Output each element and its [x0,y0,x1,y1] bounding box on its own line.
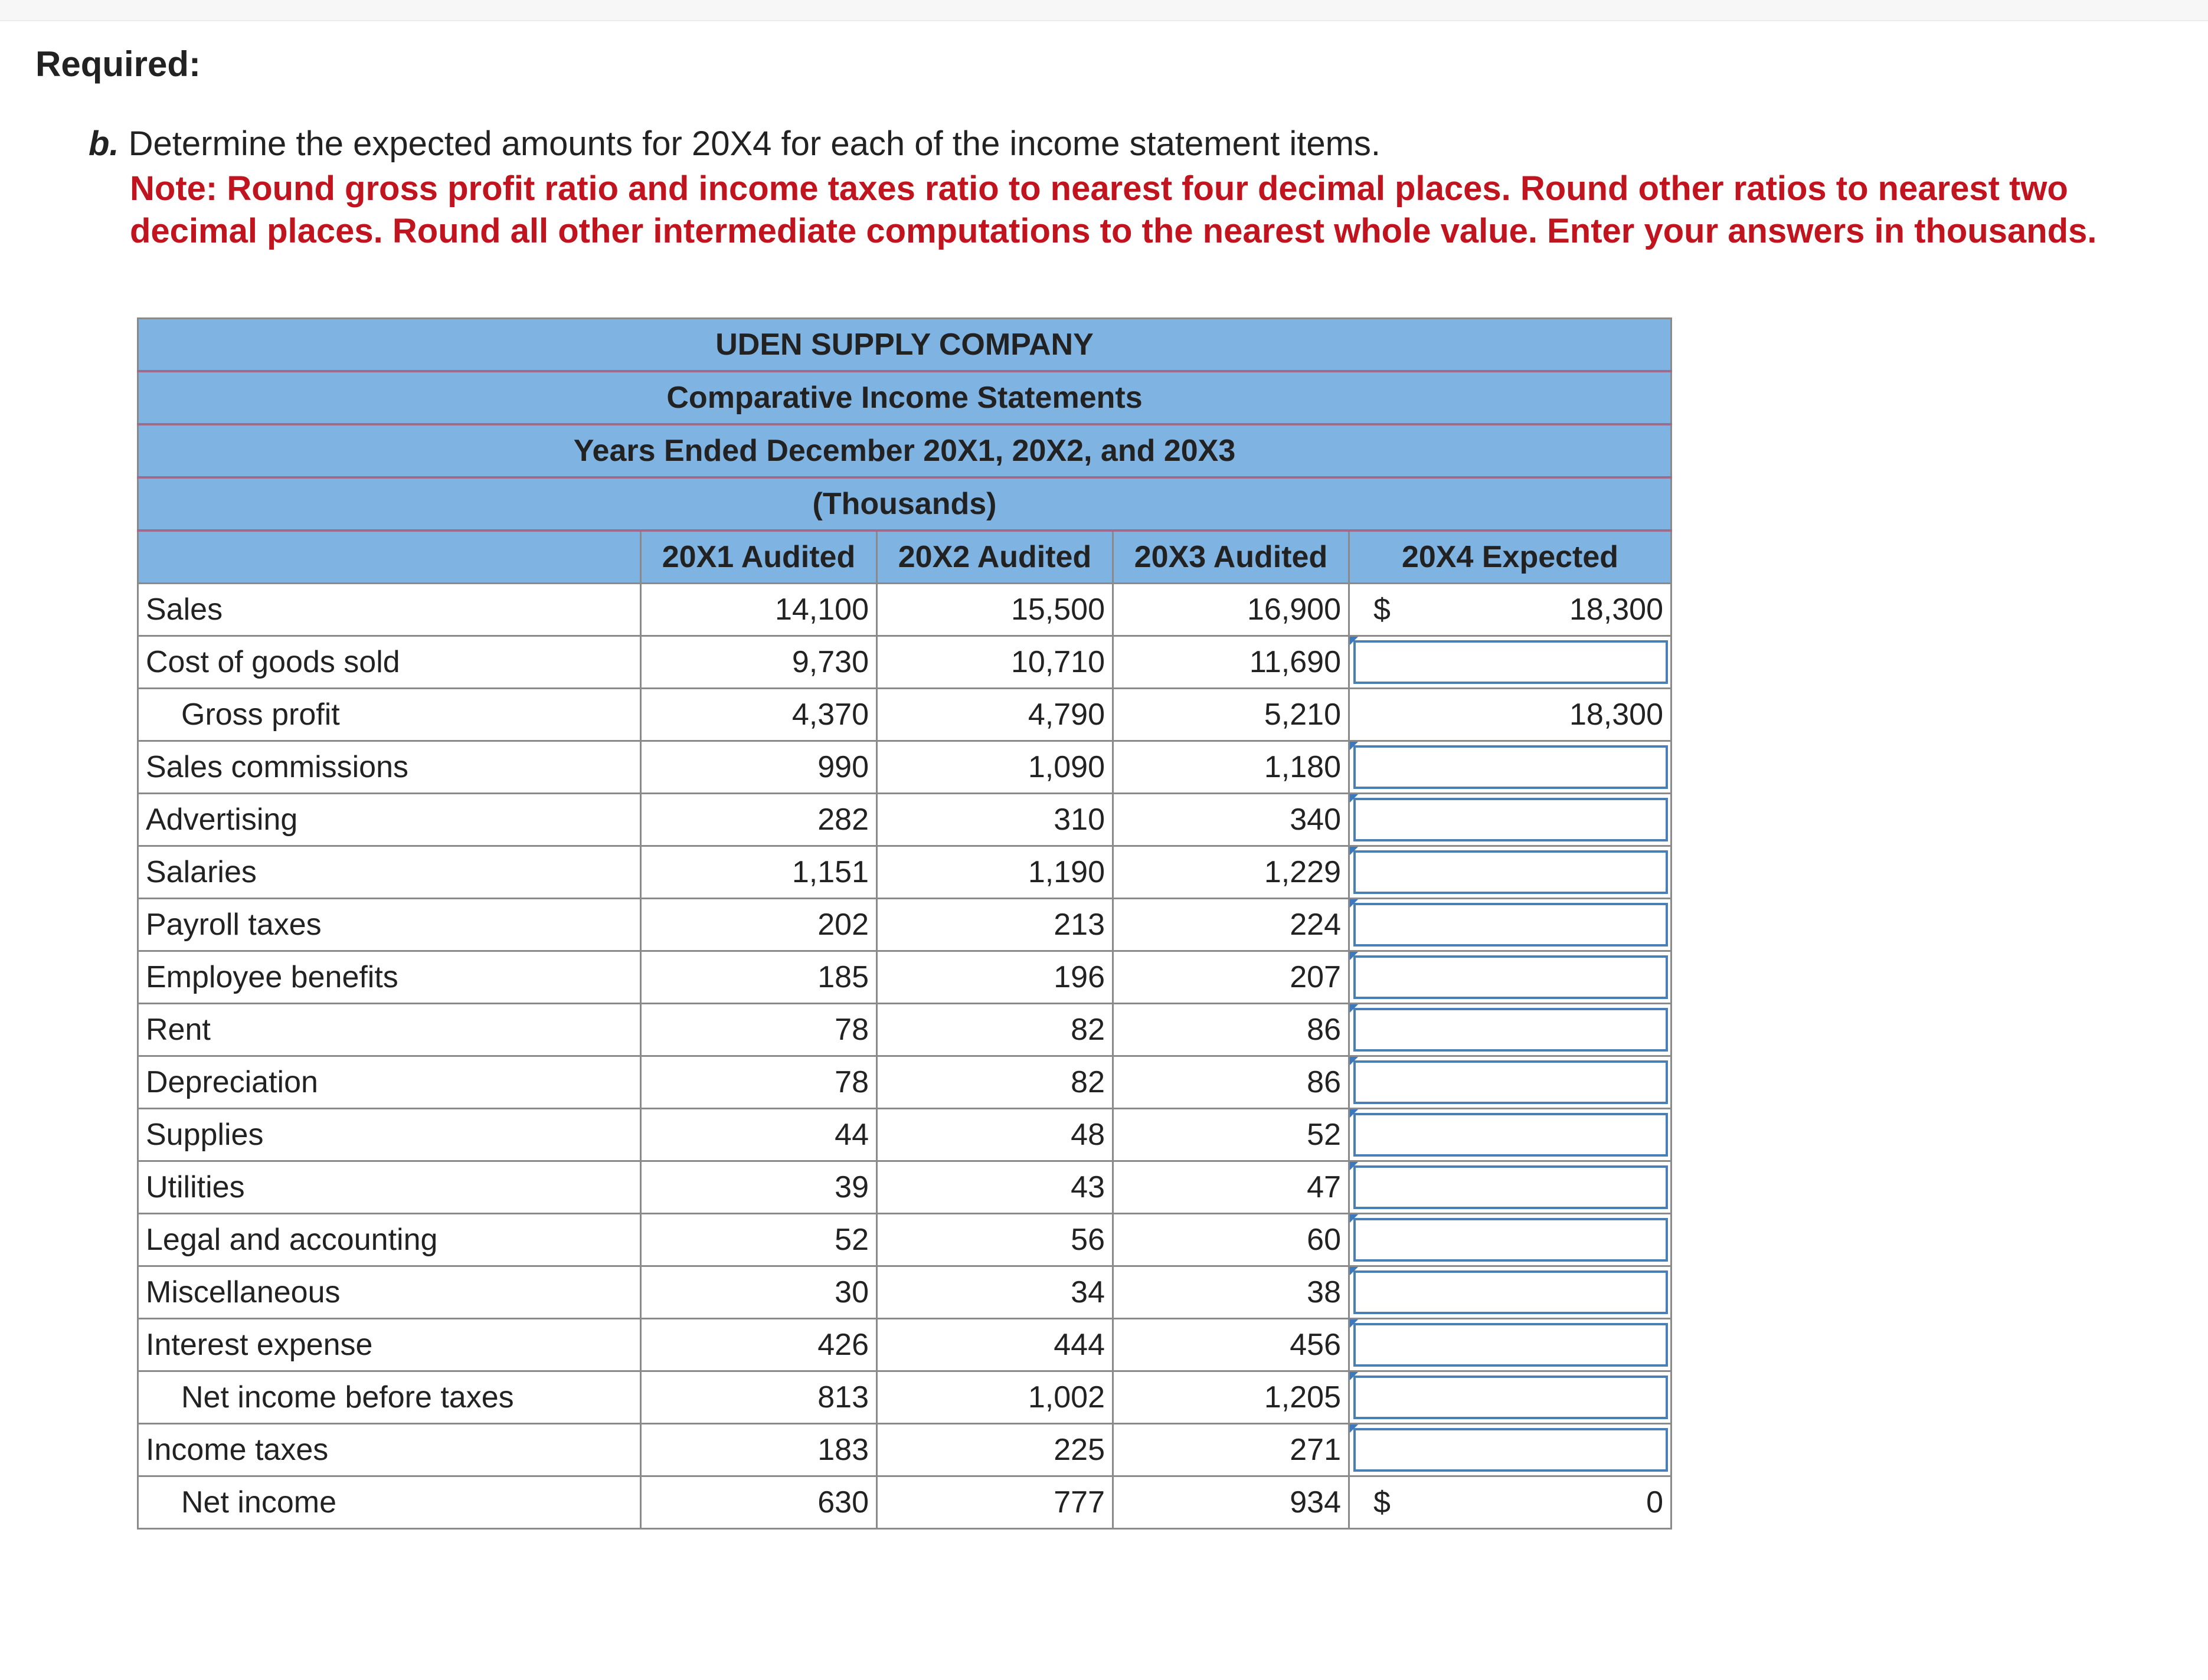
value-y2: 1,002 [877,1371,1113,1424]
expected-value: 18,300 [1569,592,1664,627]
row-label: Advertising [138,794,641,846]
column-header: 20X3 Audited [1113,530,1349,584]
value-y1: 78 [641,1004,877,1056]
table-row [138,1109,1671,1161]
expected-input[interactable] [1353,1113,1668,1157]
value-y2: 310 [877,794,1113,846]
expected-input-cell [1349,1214,1671,1266]
row-label: Legal and accounting [138,1214,641,1266]
expected-input[interactable] [1353,1218,1668,1262]
row-label: Cost of goods sold [138,636,641,689]
table-row [138,1424,1671,1476]
column-header: 20X4 Expected [1349,530,1671,584]
expected-input-cell [1349,951,1671,1004]
expected-input[interactable] [1353,1270,1668,1314]
value-y1: 990 [641,741,877,794]
value-y3: 11,690 [1113,636,1349,689]
expected-value-cell [1349,1476,1671,1529]
cell-marker-icon [1350,952,1358,960]
value-y1: 1,151 [641,846,877,899]
cell-marker-icon [1350,1319,1358,1328]
value-y3: 38 [1113,1266,1349,1319]
statement-period: Years Ended December 20X1, 20X2, and 20X3 [138,424,1671,477]
table-row [138,584,1671,636]
expected-input[interactable] [1353,745,1668,789]
row-label: Supplies [138,1109,641,1161]
value-y3: 207 [1113,951,1349,1004]
value-y1: 813 [641,1371,877,1424]
value-y2: 1,090 [877,741,1113,794]
dollar-sign: $ [1373,1485,1391,1519]
value-y2: 1,190 [877,846,1113,899]
expected-input-cell [1349,794,1671,846]
cell-marker-icon [1350,899,1358,908]
value-y1: 39 [641,1161,877,1214]
value-y2: 10,710 [877,636,1113,689]
value-y3: 456 [1113,1319,1349,1371]
value-y2: 48 [877,1109,1113,1161]
cell-marker-icon [1350,1214,1358,1223]
row-label: Sales commissions [138,741,641,794]
value-y1: 4,370 [641,689,877,741]
table-row [138,1214,1671,1266]
cell-marker-icon [1350,1162,1358,1170]
cell-marker-icon [1350,1109,1358,1118]
cell-marker-icon [1350,1004,1358,1013]
value-y3: 271 [1113,1424,1349,1476]
table-row [138,1004,1671,1056]
cell-marker-icon [1350,1372,1358,1380]
value-y3: 934 [1113,1476,1349,1529]
value-y1: 44 [641,1109,877,1161]
value-y3: 340 [1113,794,1349,846]
expected-input[interactable] [1353,798,1668,841]
expected-input[interactable] [1353,1376,1668,1419]
required-heading: Required: [35,44,201,84]
value-y1: 14,100 [641,584,877,636]
value-y1: 185 [641,951,877,1004]
expected-input[interactable] [1353,1323,1668,1367]
income-statement-table [137,317,1672,1530]
value-y1: 202 [641,899,877,951]
value-y2: 777 [877,1476,1113,1529]
row-label: Salaries [138,846,641,899]
dollar-sign: $ [1373,592,1391,627]
value-y2: 56 [877,1214,1113,1266]
value-y3: 1,205 [1113,1371,1349,1424]
value-y2: 82 [877,1056,1113,1109]
value-y2: 196 [877,951,1113,1004]
expected-value-cell [1349,584,1671,636]
value-y3: 224 [1113,899,1349,951]
instruction-text: Determine the expected amounts for 20X4 for each of the income statement items. [128,125,1381,163]
value-y2: 444 [877,1319,1113,1371]
row-label: Depreciation [138,1056,641,1109]
row-label: Sales [138,584,641,636]
table-row [138,899,1671,951]
statement-title: Comparative Income Statements [138,371,1671,424]
value-y1: 630 [641,1476,877,1529]
row-label: Interest expense [138,1319,641,1371]
expected-input[interactable] [1353,955,1668,999]
table-row [138,951,1671,1004]
value-y3: 1,229 [1113,846,1349,899]
row-label: Payroll taxes [138,899,641,951]
cell-marker-icon [1350,1424,1358,1433]
table-row [138,1319,1671,1371]
note-line-1: Note: Round gross profit ratio and income taxes ratio to nearest four decimal places. Round other ratios to nearest two [130,169,2068,208]
top-bar [0,0,2208,21]
value-y1: 426 [641,1319,877,1371]
table-row [138,1371,1671,1424]
row-label: Rent [138,1004,641,1056]
table-row [138,1266,1671,1319]
value-y1: 78 [641,1056,877,1109]
value-y2: 4,790 [877,689,1113,741]
expected-input[interactable] [1353,1008,1668,1052]
value-y3: 1,180 [1113,741,1349,794]
table-row [138,636,1671,689]
expected-input-cell [1349,899,1671,951]
column-header: 20X1 Audited [641,530,877,584]
table-row [138,741,1671,794]
expected-input-cell [1349,636,1671,689]
value-y2: 213 [877,899,1113,951]
table-row [138,1056,1671,1109]
value-y2: 15,500 [877,584,1113,636]
company-name: UDEN SUPPLY COMPANY [138,319,1671,372]
expected-value: 18,300 [1569,697,1664,732]
header-blank [138,530,641,584]
value-y1: 52 [641,1214,877,1266]
table-row [138,1476,1671,1529]
value-y3: 16,900 [1113,584,1349,636]
value-y3: 5,210 [1113,689,1349,741]
value-y3: 60 [1113,1214,1349,1266]
value-y1: 9,730 [641,636,877,689]
expected-input[interactable] [1353,1428,1668,1472]
statement-units: (Thousands) [138,477,1671,530]
expected-input-cell [1349,1371,1671,1424]
value-y1: 282 [641,794,877,846]
value-y2: 43 [877,1161,1113,1214]
row-label: Miscellaneous [138,1266,641,1319]
instruction [89,124,1381,163]
note [130,168,2184,253]
expected-input[interactable] [1353,1165,1668,1209]
row-label: Utilities [138,1161,641,1214]
cell-marker-icon [1350,847,1358,855]
table-row [138,846,1671,899]
row-label: Gross profit [138,689,641,741]
expected-input-cell [1349,1109,1671,1161]
note-line-2: decimal places. Round all other intermediate computations to the nearest whole value. Enter your answers in thousands. [130,212,2097,250]
value-y2: 34 [877,1266,1113,1319]
table-row [138,689,1671,741]
expected-value-cell [1349,689,1671,741]
row-label: Net income before taxes [138,1371,641,1424]
cell-marker-icon [1350,637,1358,645]
column-header: 20X2 Audited [877,530,1113,584]
table-row [138,1161,1671,1214]
cell-marker-icon [1350,1057,1358,1065]
expected-input-cell [1349,1424,1671,1476]
value-y1: 183 [641,1424,877,1476]
expected-input-cell [1349,1319,1671,1371]
row-label: Income taxes [138,1424,641,1476]
cell-marker-icon [1350,794,1358,803]
value-y3: 86 [1113,1004,1349,1056]
cell-marker-icon [1350,742,1358,750]
value-y3: 52 [1113,1109,1349,1161]
value-y3: 86 [1113,1056,1349,1109]
expected-input-cell [1349,1004,1671,1056]
expected-input-cell [1349,1266,1671,1319]
value-y3: 47 [1113,1161,1349,1214]
expected-input[interactable] [1353,850,1668,894]
value-y1: 30 [641,1266,877,1319]
expected-input-cell [1349,741,1671,794]
part-label: b. [89,125,119,163]
expected-input-cell [1349,1161,1671,1214]
row-label: Net income [138,1476,641,1529]
value-y2: 82 [877,1004,1113,1056]
expected-input-cell [1349,846,1671,899]
value-y2: 225 [877,1424,1113,1476]
table-row [138,794,1671,846]
expected-input-cell [1349,1056,1671,1109]
expected-value: 0 [1646,1485,1664,1519]
cell-marker-icon [1350,1267,1358,1275]
expected-input[interactable] [1353,1060,1668,1104]
expected-input[interactable] [1353,903,1668,947]
row-label: Employee benefits [138,951,641,1004]
expected-input[interactable] [1353,640,1668,684]
